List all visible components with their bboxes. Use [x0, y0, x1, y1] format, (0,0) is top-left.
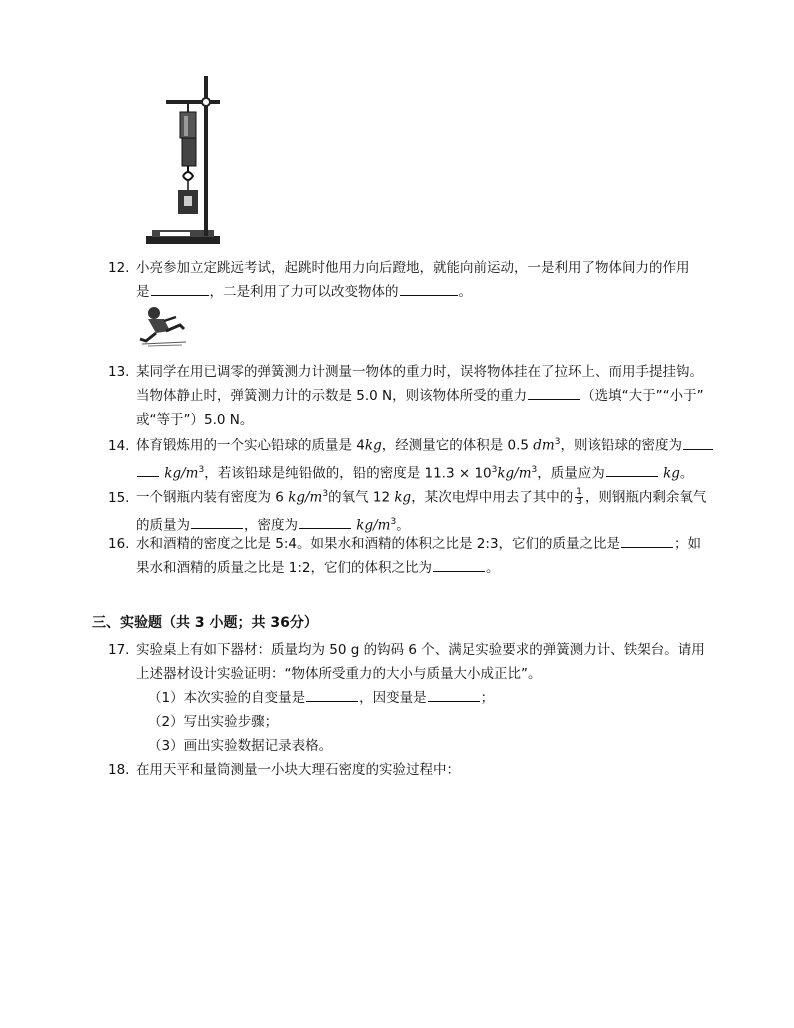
- question-number: 14.: [108, 437, 130, 454]
- question-number: 15.: [108, 489, 130, 506]
- answer-blank: [299, 514, 351, 529]
- spring-scale-stand-figure: [138, 72, 228, 248]
- answer-blank: [428, 687, 480, 702]
- question-15: 15. 一个钢瓶内装有密度为 6 $kg/m^3$的氧气 12 kg，某次电焊中用去了其中的 $\frac{1}{3}$ ，则钢瓶内剩余氧气 的质量为 ，密度为 $kg/m^3$。: [108, 487, 707, 533]
- answer-blank: [191, 514, 243, 529]
- answer-blank: [606, 462, 658, 477]
- answer-blank: [137, 462, 159, 477]
- question-12: 12. 小亮参加立定跳远考试，起跳时他用力向后蹬地，就能向前运动，一是利用了物体间力的作用 是 ，二是利用了力可以改变物体的 。: [108, 256, 718, 304]
- answer-blank: [400, 281, 458, 296]
- question-13: 13. 某同学在用已调零的弹簧测力计测量一物体的重力时，误将物体挂在了拉环上、而用手提挂钩。 当物体静止时，弹簧测力计的示数是 5.0 N，则该物体所受的重力 （选填“大于”“小于” 或“等于”）5.0 N。: [108, 360, 718, 432]
- answer-blank: [433, 557, 485, 572]
- question-number: 18.: [108, 762, 130, 778]
- section-heading: 三、实验题（共 3 小题；共 36分）: [92, 615, 318, 631]
- answer-blank: [151, 281, 209, 296]
- question-number: 16.: [108, 536, 130, 552]
- answer-blank: [528, 385, 580, 400]
- question-number: 17.: [108, 642, 130, 658]
- question-14: 14. 体育锻炼用的一个实心铅球的质量是 4kg，经测量它的体积是 0.5 $dm^3$，则该铅球的密度为 $kg/m^3$，若该铅球是纯铅做的，铅的密度是 $11.3 \times 10^3kg/m^3$，质量应为 kg。: [108, 430, 718, 485]
- question-18: 18. 在用天平和量筒测量一小块大理石密度的实验过程中：: [108, 758, 718, 782]
- question-17: 17. 实验桌上有如下器材：质量均为 50 g 的钩码 6 个、满足实验要求的弹簧测力计、铁架台。请用 上述器材设计实验证明：“物体所受重力的大小与质量大小成正比”。 （1）本次实验的自变量是 ，因变量是 ； （2）写出实验步骤； （3）画出实验数据记录表格。: [108, 638, 718, 758]
- question-16: 16. 水和酒精的密度之比是 5:4。如果水和酒精的体积之比是 2:3，它们的质量之比是 ；如 果水和酒精的质量之比是 1:2，它们的体积之比为 。: [108, 532, 718, 580]
- answer-blank: [683, 435, 713, 450]
- question-number: 13.: [108, 364, 130, 380]
- question-number: 12.: [108, 260, 130, 276]
- answer-blank: [621, 533, 673, 548]
- fraction: $\frac{1}{3}$: [576, 487, 582, 507]
- answer-blank: [306, 687, 358, 702]
- long-jump-figure: [136, 305, 188, 347]
